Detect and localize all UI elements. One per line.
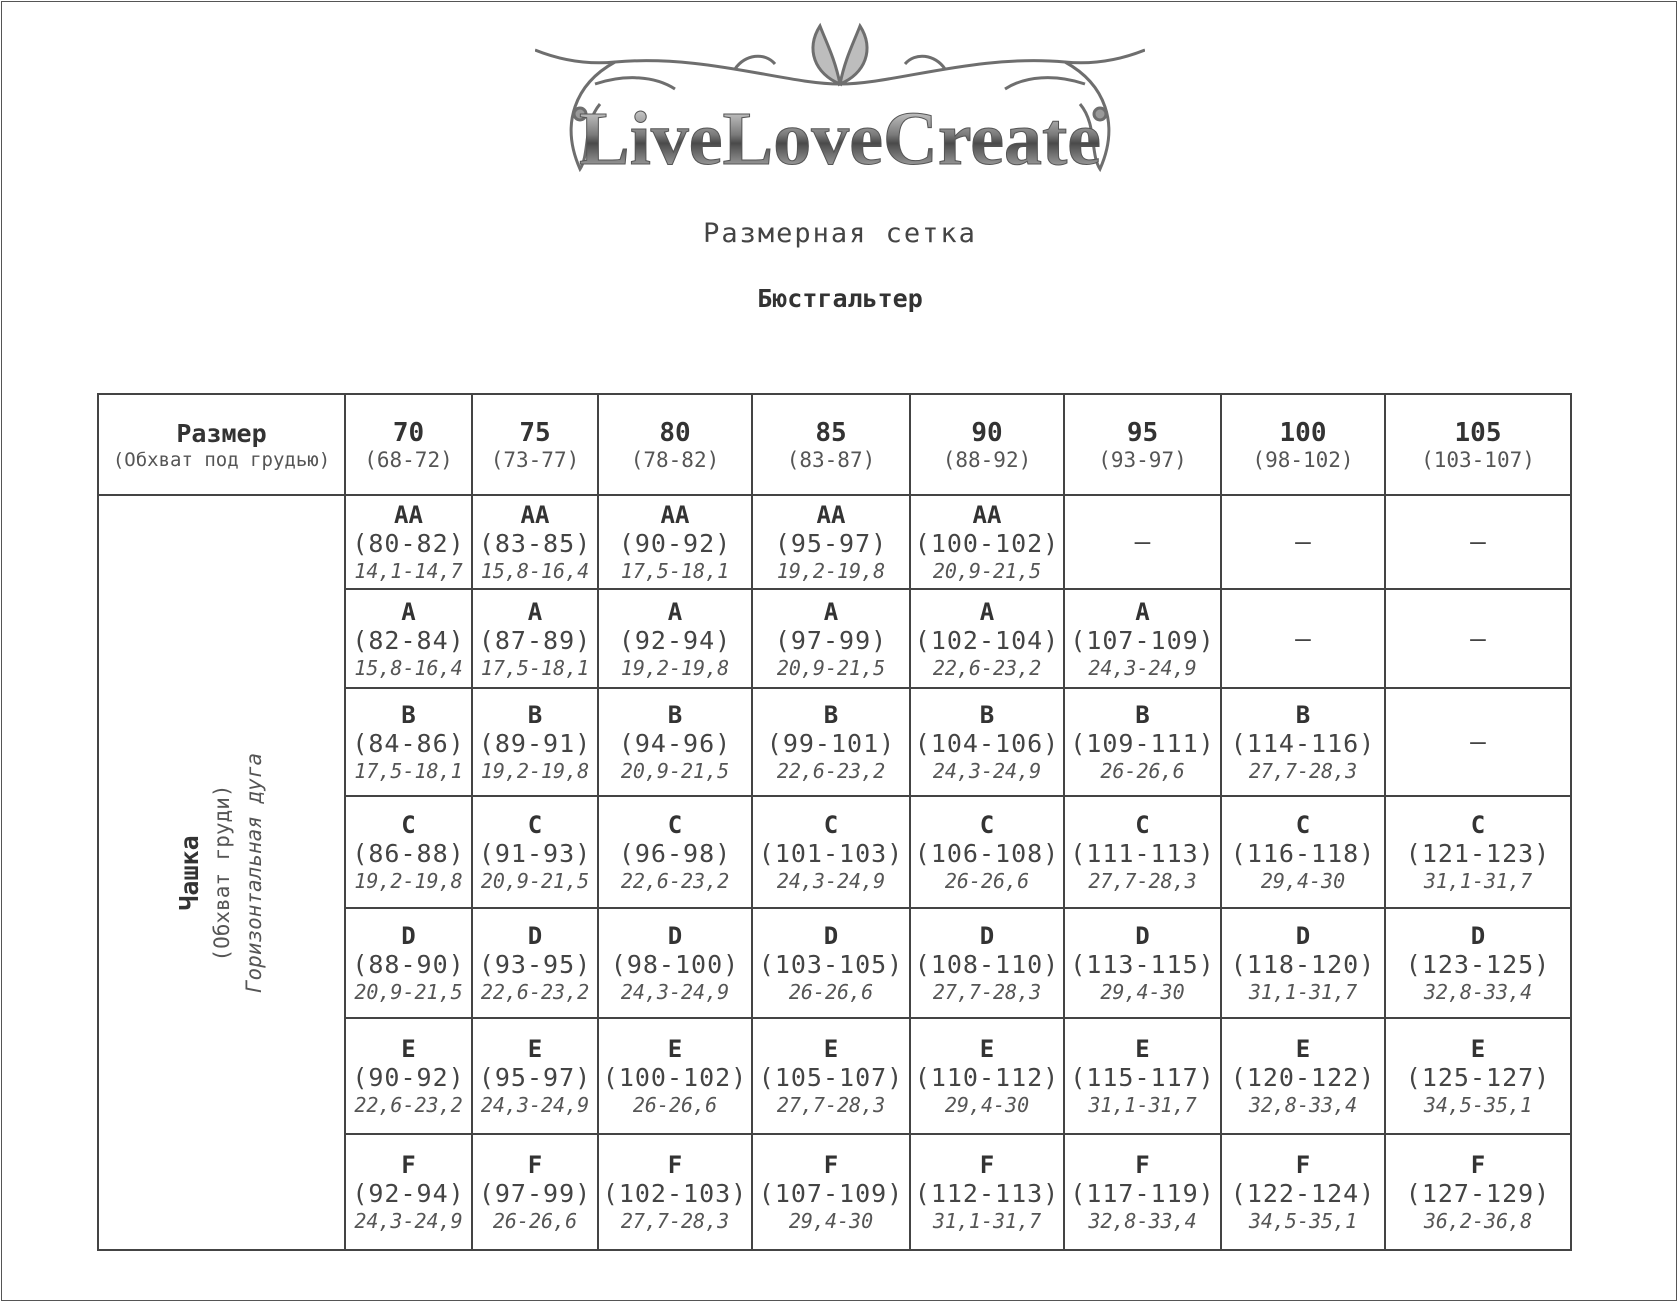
- size-cell: [472, 688, 598, 796]
- cup-letter: AA: [972, 501, 1002, 529]
- cup-range: (97-99): [478, 1179, 592, 1208]
- cup-letter: E: [1470, 1035, 1486, 1063]
- cup-range: (109-111): [1070, 729, 1215, 758]
- size-cell: [345, 1018, 472, 1134]
- arc-measurement: 15,8-16,4: [480, 559, 590, 583]
- band-range: (98-102): [1252, 447, 1354, 472]
- cup-letter: E: [1295, 1035, 1311, 1063]
- cup-letter: B: [527, 701, 543, 729]
- band-range: (78-82): [630, 447, 720, 472]
- cup-letter: C: [979, 811, 995, 839]
- band-header-cell: [345, 394, 472, 495]
- size-cell: [1385, 688, 1571, 796]
- arc-measurement: 34,5-35,1: [1248, 1209, 1358, 1233]
- not-available-dash: —: [1295, 623, 1311, 654]
- arc-measurement: 22,6-23,2: [620, 869, 730, 893]
- size-cell: [345, 796, 472, 908]
- cup-range: (97-99): [774, 625, 888, 655]
- arc-measurement: 20,9-21,5: [776, 655, 886, 680]
- cup-letter: AA: [660, 501, 690, 529]
- size-cell: [1385, 589, 1571, 688]
- band-header-cell: [472, 394, 598, 495]
- size-cell: [1064, 796, 1221, 908]
- arc-measurement: 22,6-23,2: [354, 1093, 463, 1117]
- size-cell: [910, 688, 1064, 796]
- arc-measurement: 29,4-30: [788, 1209, 874, 1233]
- arc-measurement: 22,6-23,2: [776, 759, 886, 783]
- cup-range: (111-113): [1070, 839, 1215, 868]
- arc-measurement: 14,1-14,7: [354, 559, 463, 583]
- cup-letter: D: [1295, 922, 1311, 950]
- size-cell: [752, 908, 910, 1018]
- cup-letter: F: [823, 1151, 839, 1179]
- band-size: 70: [392, 417, 425, 448]
- size-cell: [598, 1018, 752, 1134]
- size-cell: [1064, 495, 1221, 589]
- size-cell: [1385, 495, 1571, 589]
- cup-letter: E: [979, 1035, 995, 1063]
- cup-letter: AA: [520, 501, 550, 529]
- size-cell: [752, 796, 910, 908]
- cup-letter: F: [1295, 1151, 1311, 1179]
- cup-range: (125-127): [1405, 1063, 1551, 1092]
- arc-measurement: 27,7-28,3: [1248, 759, 1358, 783]
- arc-measurement: 34,5-35,1: [1423, 1093, 1533, 1117]
- cup-letter: D: [527, 922, 543, 950]
- size-cell: [1221, 495, 1385, 589]
- cup-range: (98-100): [610, 950, 740, 979]
- size-cell: [1385, 1018, 1571, 1134]
- band-size: 80: [659, 417, 691, 448]
- arc-measurement: 36,2-36,8: [1423, 1209, 1533, 1233]
- cup-range: (95-97): [478, 1063, 592, 1092]
- cup-range: (102-103): [602, 1179, 748, 1208]
- cup-letter: A: [527, 597, 543, 626]
- size-cell: [1064, 908, 1221, 1018]
- cup-range: (116-118): [1230, 839, 1376, 868]
- size-cell: [910, 796, 1064, 908]
- arc-measurement: 31,1-31,7: [1423, 869, 1533, 893]
- cup-range: (91-93): [478, 839, 592, 868]
- header-row: [98, 394, 1571, 495]
- cup-range: (100-102): [602, 1063, 748, 1092]
- cup-range: (92-94): [352, 1179, 465, 1208]
- band-size: 90: [971, 417, 1003, 448]
- cup-letter: E: [667, 1035, 683, 1063]
- size-cell: [1221, 1018, 1385, 1134]
- arc-measurement: 15,8-16,4: [354, 655, 463, 680]
- not-available-dash: —: [1470, 623, 1486, 654]
- svg-text:LiveLoveCreate: LiveLoveCreate: [579, 97, 1101, 181]
- cup-header-arc-label: Горизонтальная дуга: [241, 752, 266, 993]
- cup-range: (127-129): [1405, 1179, 1551, 1208]
- cup-header-text: [174, 752, 270, 992]
- cup-range: (105-107): [758, 1063, 904, 1092]
- cup-range: (100-102): [914, 529, 1060, 558]
- size-cell: [472, 908, 598, 1018]
- cup-range: (121-123): [1405, 839, 1551, 868]
- arc-measurement: 19,2-19,8: [354, 869, 463, 893]
- not-available-dash: —: [1295, 527, 1311, 557]
- cup-range: (102-104): [914, 625, 1060, 655]
- cup-range: (84-86): [352, 729, 465, 758]
- size-cell: [910, 908, 1064, 1018]
- cup-range: (122-124): [1230, 1179, 1376, 1208]
- size-cell: [910, 495, 1064, 589]
- brand-logo: [535, 14, 1145, 199]
- cup-range: (123-125): [1405, 950, 1551, 979]
- cup-letter: E: [527, 1035, 543, 1063]
- cup-range: (108-110): [914, 950, 1060, 979]
- size-cell: [472, 1134, 598, 1250]
- not-available-dash: —: [1470, 727, 1486, 757]
- arc-measurement: 19,2-19,8: [776, 559, 886, 583]
- cup-range: (104-106): [914, 729, 1060, 758]
- size-cell: [598, 908, 752, 1018]
- arc-measurement: 24,3-24,9: [1088, 655, 1197, 680]
- size-cell: [1385, 796, 1571, 908]
- arc-measurement: 24,3-24,9: [620, 980, 730, 1004]
- cup-range: (110-112): [914, 1063, 1060, 1092]
- cup-range: (83-85): [478, 529, 592, 558]
- cup-range: (107-109): [1070, 625, 1215, 655]
- arc-measurement: 17,5-18,1: [480, 655, 590, 680]
- cup-letter: B: [1295, 701, 1311, 729]
- size-cell: [598, 688, 752, 796]
- cup-range: (90-92): [352, 1063, 465, 1092]
- arc-measurement: 31,1-31,7: [1088, 1093, 1197, 1117]
- band-size: 95: [1126, 417, 1159, 448]
- cup-letter: B: [401, 701, 416, 729]
- cup-range: (99-101): [766, 729, 896, 758]
- band-header-cell: [1221, 394, 1385, 495]
- header-label: Размер: [176, 418, 267, 448]
- arc-measurement: 20,9-21,5: [620, 759, 730, 783]
- arc-measurement: 29,4-30: [944, 1093, 1030, 1117]
- size-cell: [472, 589, 598, 688]
- arc-measurement: 29,4-30: [1260, 869, 1346, 893]
- cup-letter: B: [823, 701, 839, 729]
- cup-range: (96-98): [618, 839, 732, 868]
- arc-measurement: 32,8-33,4: [1088, 1209, 1197, 1233]
- cup-range: (103-105): [758, 950, 904, 979]
- size-cell: [345, 688, 472, 796]
- cup-letter: C: [1135, 811, 1150, 839]
- arc-measurement: 17,5-18,1: [620, 559, 730, 583]
- arc-measurement: 27,7-28,3: [776, 1093, 886, 1117]
- cup-letter: A: [979, 597, 995, 626]
- band-size: 75: [519, 417, 551, 448]
- arc-measurement: 24,3-24,9: [480, 1093, 590, 1117]
- cup-letter: C: [1470, 811, 1486, 839]
- cup-range: (101-103): [758, 839, 904, 868]
- cup-letter: F: [979, 1151, 995, 1179]
- arc-measurement: 27,7-28,3: [932, 980, 1042, 1004]
- size-cell: [1385, 908, 1571, 1018]
- arc-measurement: 32,8-33,4: [1423, 980, 1533, 1004]
- arc-measurement: 20,9-21,5: [932, 559, 1042, 583]
- band-size: 105: [1454, 417, 1502, 448]
- cup-letter: F: [667, 1151, 683, 1179]
- cup-range: (112-113): [914, 1179, 1060, 1208]
- cup-letter: D: [1470, 922, 1486, 950]
- size-cell: [1064, 1134, 1221, 1250]
- size-cell: [752, 1134, 910, 1250]
- cup-header-wrap: [99, 496, 344, 1249]
- size-cell: [472, 495, 598, 589]
- arc-measurement: 31,1-31,7: [932, 1209, 1042, 1233]
- cup-letter: E: [1135, 1035, 1150, 1063]
- band-range: (88-92): [942, 447, 1032, 472]
- band-range: (103-107): [1421, 447, 1535, 472]
- cup-range: (92-94): [618, 625, 732, 655]
- arc-measurement: 27,7-28,3: [1088, 869, 1197, 893]
- cup-range: (87-89): [478, 625, 592, 655]
- size-cell: [472, 796, 598, 908]
- size-cell: [345, 908, 472, 1018]
- size-cell: [752, 589, 910, 688]
- cup-range: (107-109): [758, 1179, 904, 1208]
- header-size-cell: [98, 394, 345, 495]
- cup-letter: B: [667, 701, 683, 729]
- cup-letter: F: [1135, 1151, 1150, 1179]
- arc-measurement: 26-26,6: [632, 1093, 718, 1117]
- band-range: (68-72): [364, 447, 453, 472]
- cup-range: (120-122): [1230, 1063, 1376, 1092]
- size-cell: [1064, 688, 1221, 796]
- band-size: 100: [1279, 417, 1327, 448]
- cup-letter: F: [1470, 1151, 1486, 1179]
- band-header-cell: [910, 394, 1064, 495]
- not-available-dash: —: [1134, 527, 1151, 557]
- cup-letter: D: [979, 922, 995, 950]
- cup-letter: C: [401, 811, 416, 839]
- arc-measurement: 26-26,6: [492, 1209, 578, 1233]
- cup-letter: A: [823, 597, 839, 626]
- size-cell: [910, 1018, 1064, 1134]
- cup-letter: D: [401, 922, 416, 950]
- cup-range: (90-92): [618, 529, 732, 558]
- cup-range: (93-95): [478, 950, 592, 979]
- arc-measurement: 24,3-24,9: [932, 759, 1042, 783]
- size-cell: [910, 1134, 1064, 1250]
- arc-measurement: 27,7-28,3: [620, 1209, 730, 1233]
- arc-measurement: 22,6-23,2: [932, 655, 1042, 680]
- cup-letter: B: [1135, 701, 1150, 729]
- band-header-cell: [1385, 394, 1571, 495]
- band-header-cell: [598, 394, 752, 495]
- cup-letter: D: [823, 922, 839, 950]
- cup-range: (89-91): [478, 729, 592, 758]
- header-sublabel: (Обхват под грудью): [112, 448, 331, 471]
- arc-measurement: 24,3-24,9: [776, 869, 886, 893]
- size-cell: [752, 495, 910, 589]
- cup-range: (114-116): [1230, 729, 1376, 758]
- not-available-dash: —: [1470, 527, 1486, 557]
- cup-letter: F: [401, 1151, 416, 1179]
- band-range: (83-87): [786, 447, 876, 472]
- arc-measurement: 26-26,6: [788, 980, 874, 1004]
- cup-letter: C: [823, 811, 839, 839]
- cup-range: (113-115): [1070, 950, 1215, 979]
- size-cell: [345, 1134, 472, 1250]
- cup-header-label: Чашка: [174, 834, 204, 911]
- table-row: [98, 495, 1571, 589]
- arc-measurement: 24,3-24,9: [354, 1209, 463, 1233]
- cup-range: (94-96): [618, 729, 732, 758]
- cup-letter: C: [1295, 811, 1311, 839]
- band-range: (73-77): [490, 447, 580, 472]
- cup-letter: C: [527, 811, 543, 839]
- page-title: Размерная сетка: [703, 218, 977, 249]
- size-cell: [1221, 796, 1385, 908]
- ornament-icon: [535, 14, 1145, 199]
- cup-letter: AA: [394, 501, 423, 529]
- size-cell: [1221, 589, 1385, 688]
- cup-range: (115-117): [1070, 1063, 1215, 1092]
- arc-measurement: 20,9-21,5: [354, 980, 463, 1004]
- size-cell: [1064, 589, 1221, 688]
- size-cell: [472, 1018, 598, 1134]
- arc-measurement: 19,2-19,8: [480, 759, 590, 783]
- size-cell: [598, 495, 752, 589]
- arc-measurement: 29,4-30: [1100, 980, 1185, 1004]
- cup-header-sublabel: (Обхват груди): [209, 784, 234, 962]
- cup-range: (80-82): [352, 529, 465, 558]
- cup-letter: E: [823, 1035, 839, 1063]
- size-cell: [1064, 1018, 1221, 1134]
- size-cell: [598, 796, 752, 908]
- size-cell: [752, 688, 910, 796]
- cup-letter: B: [979, 701, 995, 729]
- cup-range: (86-88): [352, 839, 465, 868]
- size-cell: [1221, 1134, 1385, 1250]
- cup-range: (82-84): [352, 625, 465, 655]
- size-cell: [752, 1018, 910, 1134]
- cup-letter: F: [527, 1151, 543, 1179]
- cup-letter: A: [401, 597, 416, 626]
- cup-letter: AA: [816, 501, 846, 529]
- cup-range: (106-108): [914, 839, 1060, 868]
- cup-range: (88-90): [352, 950, 465, 979]
- cup-range: (118-120): [1230, 950, 1376, 979]
- size-cell: [345, 495, 472, 589]
- band-size: 85: [815, 417, 847, 448]
- cup-letter: E: [401, 1035, 416, 1063]
- band-header-cell: [1064, 394, 1221, 495]
- cup-range: (117-119): [1070, 1179, 1215, 1208]
- cup-letter: D: [1135, 922, 1150, 950]
- cup-letter: C: [667, 811, 683, 839]
- arc-measurement: 20,9-21,5: [480, 869, 590, 893]
- arc-measurement: 26-26,6: [1100, 759, 1185, 783]
- cup-row-header: [98, 495, 345, 1250]
- size-cell: [1385, 1134, 1571, 1250]
- band-range: (93-97): [1098, 447, 1187, 472]
- arc-measurement: 31,1-31,7: [1248, 980, 1358, 1004]
- size-cell: [598, 1134, 752, 1250]
- arc-measurement: 26-26,6: [944, 869, 1030, 893]
- size-cell: [598, 589, 752, 688]
- arc-measurement: 32,8-33,4: [1248, 1093, 1358, 1117]
- arc-measurement: 19,2-19,8: [620, 655, 730, 680]
- cup-letter: D: [667, 922, 683, 950]
- page-subtitle: Бюстгальтер: [757, 284, 923, 313]
- cup-letter: A: [1135, 597, 1150, 626]
- size-cell: [345, 589, 472, 688]
- cup-letter: A: [667, 597, 683, 626]
- size-cell: [910, 589, 1064, 688]
- size-cell: [1221, 688, 1385, 796]
- arc-measurement: 17,5-18,1: [354, 759, 463, 783]
- band-header-cell: [752, 394, 910, 495]
- size-cell: [1221, 908, 1385, 1018]
- arc-measurement: 22,6-23,2: [480, 980, 590, 1004]
- cup-range: (95-97): [774, 529, 888, 558]
- size-table: [97, 393, 1572, 1251]
